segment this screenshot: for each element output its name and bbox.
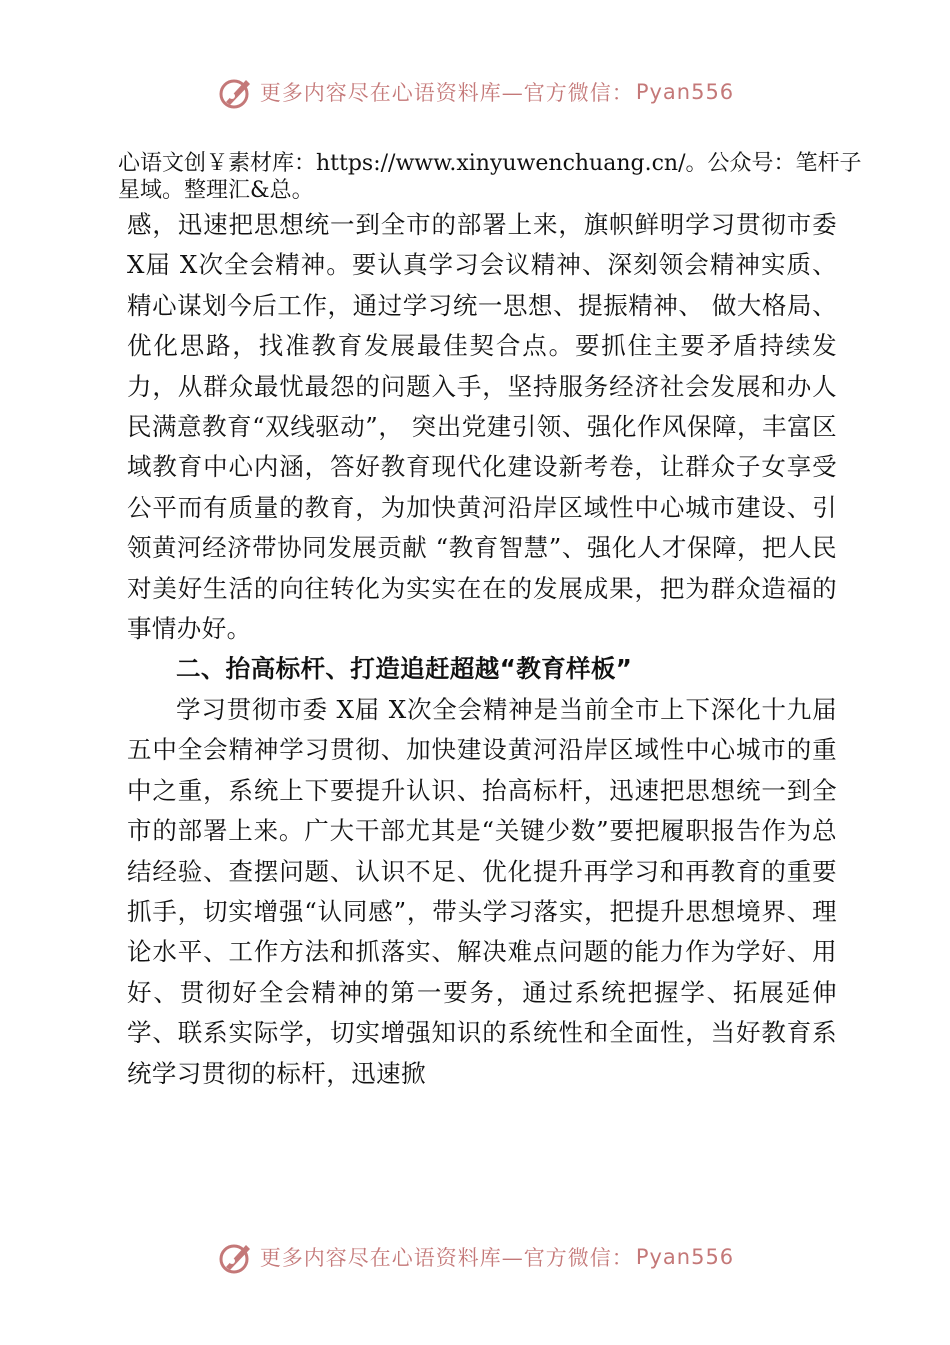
document-body	[127, 205, 837, 1094]
footer-banner-text: 更多内容尽在心语资料库—官方微信：	[259, 1246, 634, 1270]
source-note: 心语文创￥素材库：https://www.xinyuwenchuang.cn/。公众号：笔杆子星域。整理汇&总。	[118, 151, 862, 203]
footer-wechat-id: Pyan556	[635, 1245, 735, 1269]
header-banner	[0, 72, 950, 112]
footer-banner	[0, 1237, 950, 1277]
section-heading: 二、抬高标杆、打造追赶超越“教育样板”	[176, 654, 633, 684]
pen-nib-logo-icon	[216, 1237, 256, 1277]
body-paragraph: 学习贯彻市委 X届 X次全会精神是当前全市上下深化十九届五中全会精神学习贯彻、加快建设黄河沿岸区域性中心城市的重中之重，系统上下要提升认识、抬高标杆，迅速把思想统一到全市的部署上来。广大干部尤其是“关键少数”要把履职报告作为总结经验、查摆问题、认识不足、优化提升再学习和再教育的重要抓手，切实增强“认同感”，带头学习落实，把提升思想境界、理论水平、工作方法和抓落实、解决难点问题的能力作为学好、用好、贯彻好全会精神的第一要务，通过系统把握学、拓展延伸学、联系实际学，切实增强知识的系统性和全面性，当好教育系统学习贯彻的标杆，迅速掀	[127, 694, 837, 1088]
body-paragraph: 感，迅速把思想统一到全市的部署上来，旗帜鲜明学习贯彻市委 X届 X次全会精神。要认真学习会议精神、深刻领会精神实质、精心谋划今后工作，通过学习统一思想、提振精神、 做大格局、优化思路，找准教育发展最佳契合点。要抓住主要矛盾持续发力，从群众最忧最怨的问题入手，坚持服务经济社会发展和办人民满意教育“双线驱动”， 突出党建引领、强化作风保障，丰富区域教育中心内涵，答好教育现代化建设新考卷，让群众子女享受公平而有质量的教育，为加快黄河沿岸区域性中心城市建设、引领黄河经济带协同发展贡献 “教育智慧”、强化人才保障，把人民对美好生活的向往转化为实实在在的发展成果，把为群众造福的事情办好。	[127, 210, 837, 644]
pen-nib-logo-icon	[216, 72, 256, 112]
header-banner-text: 更多内容尽在心语资料库—官方微信：	[259, 81, 634, 105]
header-wechat-id: Pyan556	[635, 80, 735, 104]
